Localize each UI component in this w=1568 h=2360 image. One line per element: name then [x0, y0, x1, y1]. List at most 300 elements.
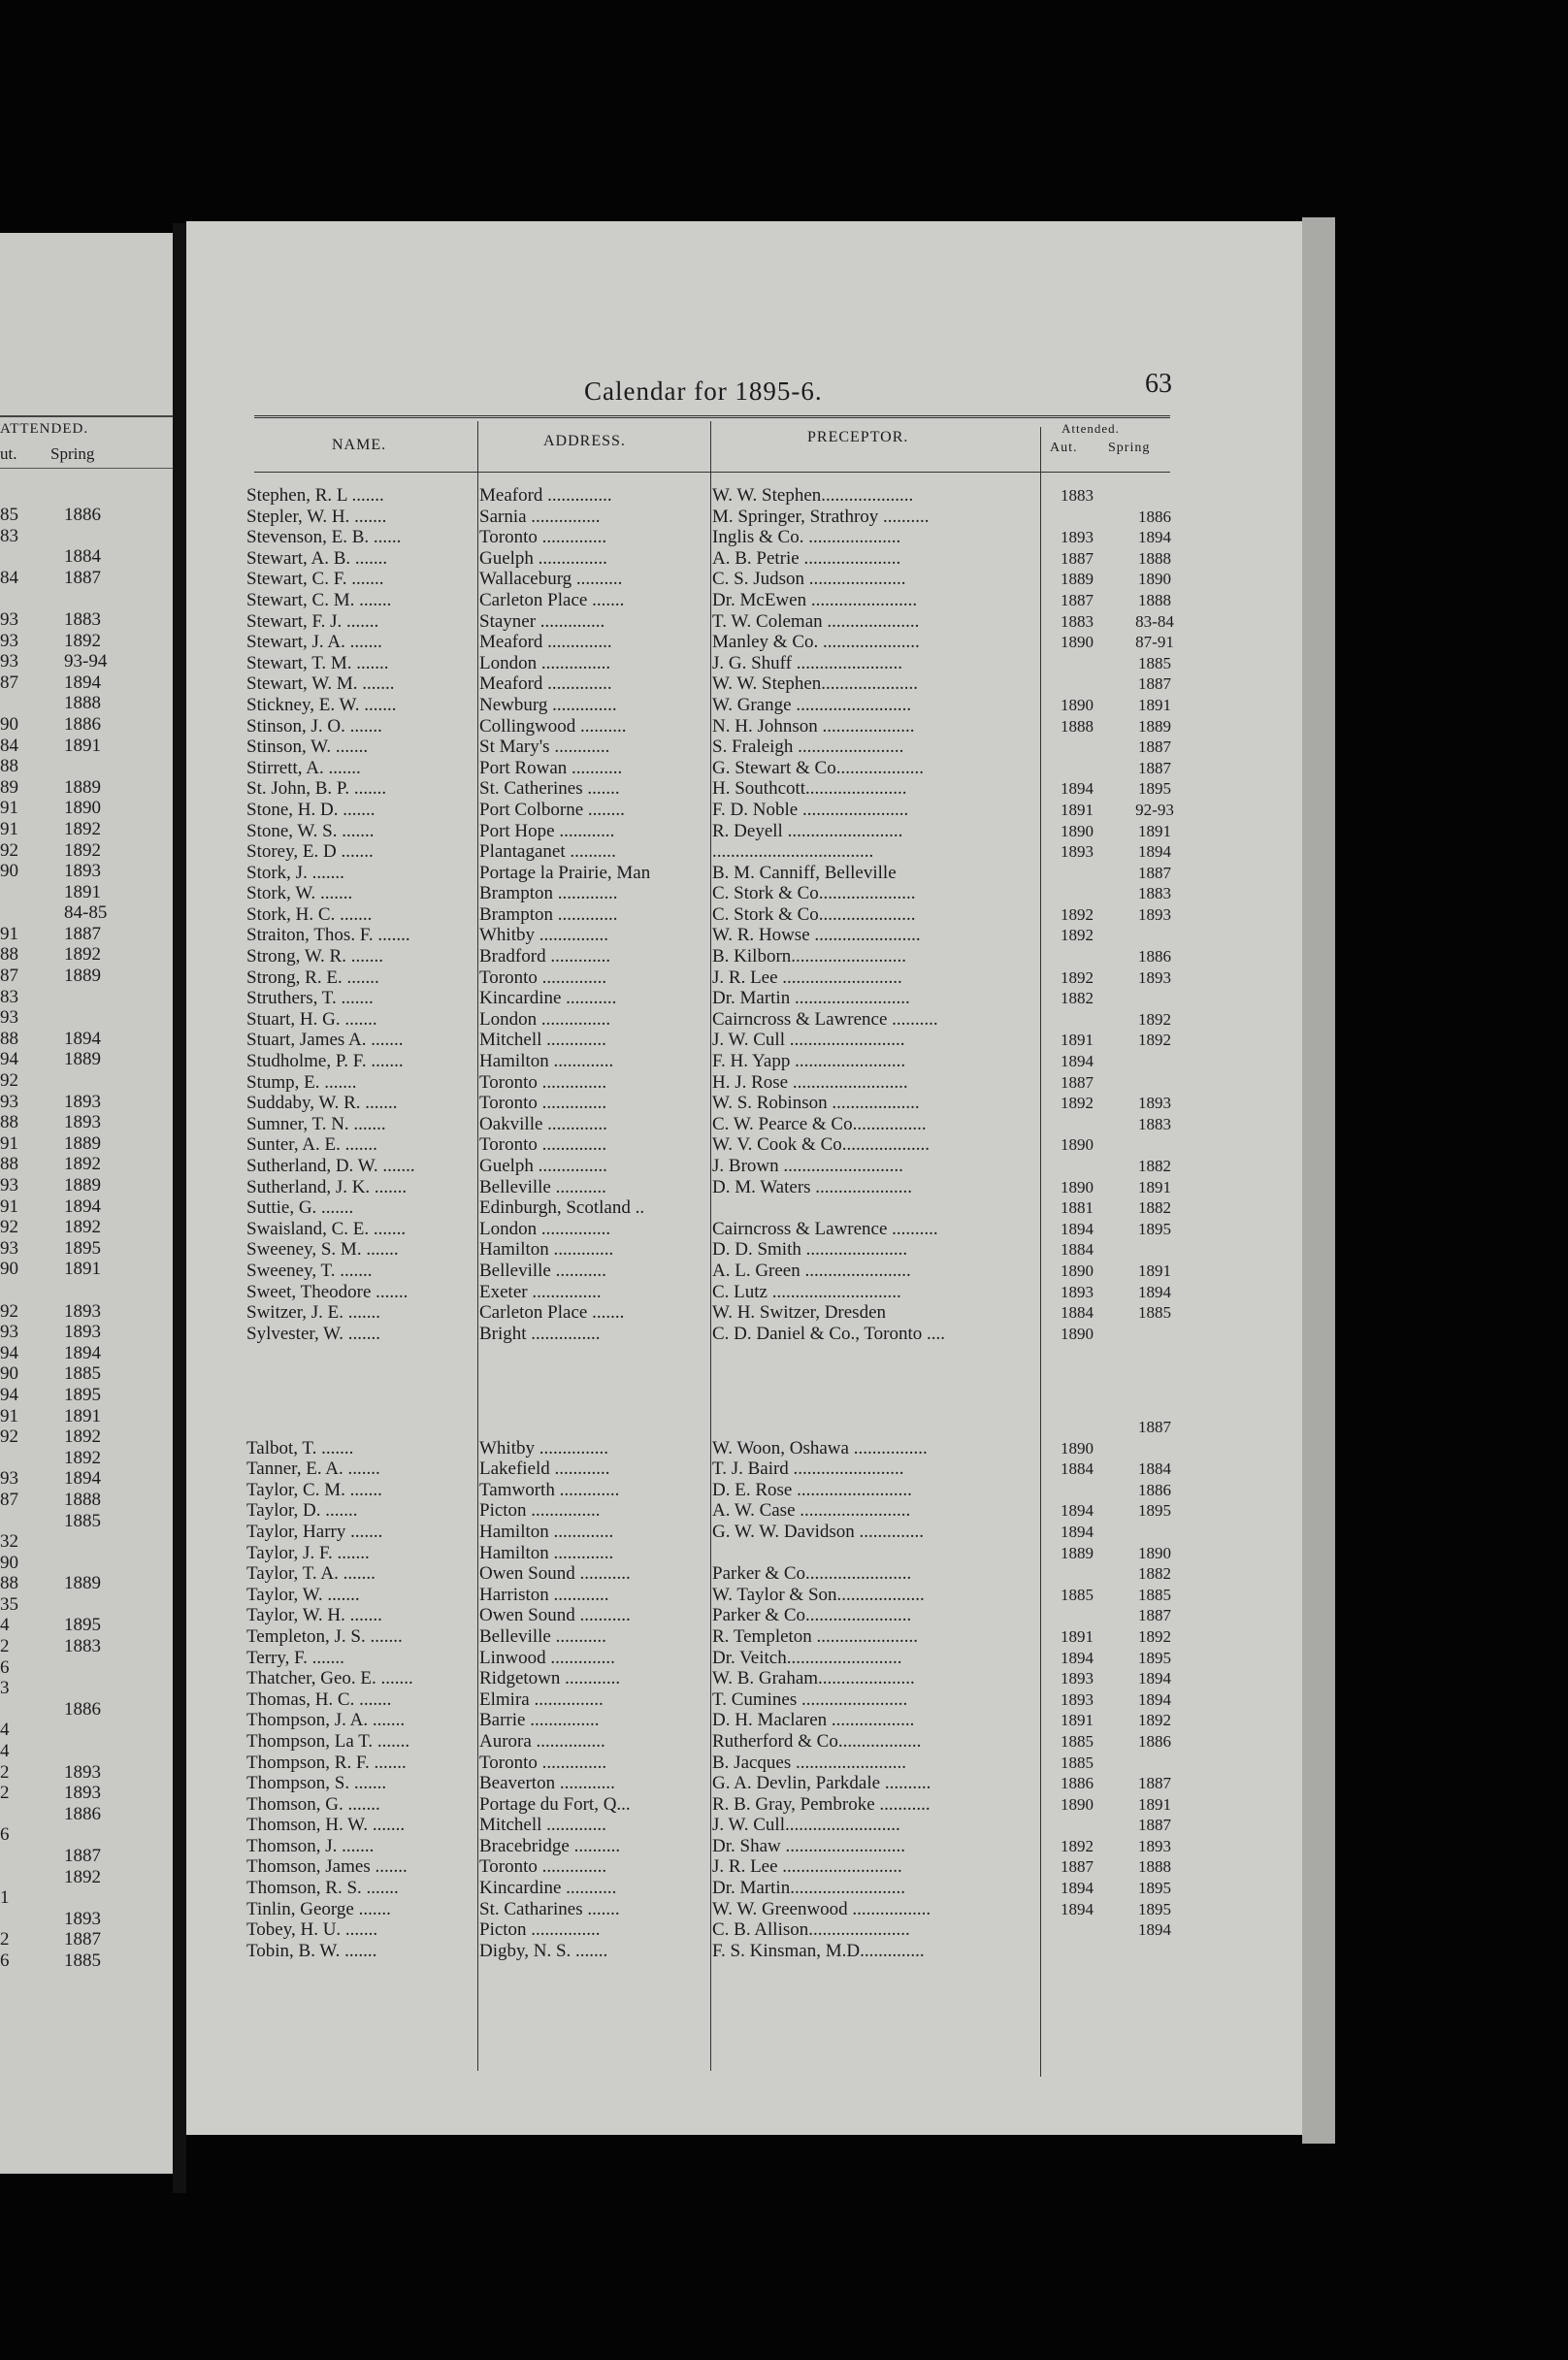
register-row — [246, 1134, 1193, 1156]
left-aut-value — [0, 1699, 18, 1721]
entry-preceptor: B. Jacques ........................ — [712, 1752, 907, 1773]
entry-preceptor: C. Stork & Co..................... — [712, 903, 916, 925]
register-row — [246, 1815, 1193, 1836]
entry-address: Toronto .............. — [479, 1134, 607, 1156]
register-row — [246, 1794, 1193, 1816]
register-row — [246, 1648, 1193, 1669]
entry-preceptor: F. S. Kinsman, M.D.............. — [712, 1940, 925, 1961]
entry-name: Tanner, E. A. ....... — [246, 1459, 380, 1480]
entry-preceptor: W. S. Robinson ................... — [712, 1093, 920, 1114]
entry-preceptor: W. W. Stephen.................... — [712, 485, 914, 506]
entry-address: Kincardine ........... — [479, 1878, 617, 1899]
register-row — [246, 653, 1193, 674]
left-aut-value: 93 — [0, 651, 18, 672]
left-aut-value: 88 — [0, 944, 18, 966]
entry-address: Carleton Place ....... — [479, 1302, 625, 1324]
entry-address: Sarnia ............... — [479, 506, 601, 527]
entry-preceptor: Cairncross & Lawrence .......... — [712, 1218, 938, 1239]
entry-autumn-year: 1884 — [1061, 1240, 1094, 1260]
entry-address: Whitby ............... — [479, 925, 608, 946]
entry-preceptor: D. D. Smith ...................... — [712, 1239, 908, 1261]
left-spring-value: 1892 — [64, 1426, 101, 1448]
entry-name: Stewart, T. M. ....... — [246, 652, 389, 673]
register-row — [246, 507, 1193, 528]
left-spring-value: 1890 — [64, 798, 101, 819]
left-spring-value — [64, 1741, 107, 1762]
left-spring-value — [64, 1553, 107, 1574]
left-spring-value: 1883 — [64, 608, 101, 630]
left-aut-value: 88 — [0, 756, 18, 777]
left-spring-value: 1892 — [64, 630, 101, 651]
entry-autumn-year: 1890 — [1061, 1261, 1094, 1280]
entry-spring-year: 1894 — [1138, 1920, 1171, 1940]
register-row — [246, 1282, 1193, 1303]
left-spring-value — [64, 1594, 107, 1616]
entry-autumn-year: 1890 — [1061, 1794, 1094, 1814]
left-aut-value: 32 — [0, 1531, 18, 1553]
register-row — [246, 1239, 1193, 1261]
register-row — [246, 1753, 1193, 1774]
left-spring-value: 1895 — [64, 1237, 101, 1259]
entry-spring-year: 1882 — [1138, 1157, 1171, 1175]
left-aut-value: 2 — [0, 1929, 10, 1950]
left-aut-value: 4 — [0, 1615, 10, 1636]
left-aut-value: 92 — [0, 1217, 18, 1238]
entry-autumn-year — [1038, 507, 1116, 528]
register-row — [246, 925, 1193, 946]
left-aut-value: 91 — [0, 1132, 18, 1154]
left-spring-value: 1894 — [64, 1468, 101, 1490]
entry-address: Bradford ............. — [479, 946, 611, 967]
entry-preceptor: W. Grange ......................... — [712, 694, 912, 715]
left-spring-value: 1885 — [64, 1950, 101, 1971]
entry-name: Sunter, A. E. ....... — [246, 1134, 377, 1156]
entry-spring-year: 1892 — [1138, 1031, 1171, 1050]
entry-name: Thomson, G. ....... — [246, 1793, 380, 1815]
entry-name: Switzer, J. E. ....... — [246, 1302, 381, 1324]
entry-autumn-year: 1891 — [1061, 1711, 1094, 1730]
entry-spring-year: 1892 — [1138, 1626, 1171, 1646]
entry-name: Sutherland, D. W. ....... — [246, 1156, 415, 1176]
left-aut-value: 91 — [0, 798, 18, 819]
entry-address: Hamilton ............. — [479, 1051, 614, 1072]
entry-autumn-year: 1893 — [1061, 1669, 1094, 1688]
entry-spring-year: 1887 — [1138, 1606, 1171, 1625]
left-spring-value: 1886 — [64, 1698, 101, 1720]
entry-autumn-year: 1890 — [1061, 1438, 1094, 1458]
entry-preceptor: R. Templeton ...................... — [712, 1625, 919, 1647]
left-aut-value: 92 — [0, 839, 18, 861]
entry-preceptor: J. R. Lee .......................... — [712, 967, 902, 988]
register-row — [246, 841, 1193, 863]
left-spring-value — [64, 1007, 107, 1029]
entry-name: Taylor, J. F. ....... — [246, 1542, 370, 1563]
register-row — [246, 800, 1193, 821]
entry-autumn-year: 1889 — [1061, 1543, 1094, 1562]
entry-autumn-year — [1038, 863, 1116, 884]
left-aut-value: 87 — [0, 966, 18, 987]
entry-name: Stephen, R. L ....... — [246, 485, 384, 506]
left-aut-value — [0, 1448, 18, 1469]
left-spring-value: 1887 — [64, 923, 101, 944]
col-header-attended: Attended. — [1062, 421, 1120, 436]
register-row — [246, 548, 1193, 570]
register-row — [246, 1324, 1193, 1345]
entry-spring-year: 1895 — [1138, 1219, 1171, 1238]
entry-name: Templeton, J. S. ....... — [246, 1625, 403, 1647]
register-row — [246, 695, 1193, 716]
left-spring-value — [64, 526, 107, 547]
entry-spring-year: 1893 — [1138, 1836, 1171, 1855]
entry-autumn-year: 1883 — [1061, 611, 1094, 631]
entry-name: Studholme, P. F. ....... — [246, 1051, 404, 1072]
left-aut-value — [0, 1804, 18, 1825]
entry-preceptor: R. B. Gray, Pembroke ........... — [712, 1793, 931, 1815]
entry-spring-year: 1888 — [1138, 590, 1171, 609]
entry-preceptor: C. Lutz ............................ — [712, 1281, 901, 1302]
entry-spring-year: 1886 — [1138, 1731, 1171, 1751]
col-header-name: NAME. — [332, 437, 387, 453]
entry-name: Sweeney, T. ....... — [246, 1260, 373, 1281]
entry-name: Sumner, T. N. ....... — [246, 1113, 386, 1134]
register-row — [246, 1114, 1193, 1135]
entry-spring-year: 1894 — [1138, 842, 1171, 862]
entry-preceptor: W. W. Greenwood ................. — [712, 1898, 931, 1919]
entry-autumn-year: 1892 — [1061, 926, 1094, 945]
left-aut-value: 2 — [0, 1761, 10, 1783]
entry-address: Beaverton ............ — [479, 1773, 615, 1794]
left-spring-value: 1893 — [64, 861, 101, 882]
page-number: 63 — [1145, 369, 1172, 399]
entry-name: Stinson, J. O. ....... — [246, 715, 382, 737]
entry-name: Stewart, C. M. ....... — [246, 589, 392, 610]
entry-name: Stickney, E. W. ....... — [246, 694, 397, 715]
register-row — [246, 1072, 1193, 1094]
entry-autumn-year: 1885 — [1061, 1731, 1094, 1751]
entry-preceptor: Dr. Shaw .......................... — [712, 1835, 905, 1856]
entry-spring-year: 1895 — [1138, 779, 1171, 799]
entry-preceptor: W. H. Switzer, Dresden — [712, 1302, 886, 1324]
entry-preceptor: J. R. Lee .......................... — [712, 1856, 902, 1878]
register-row — [246, 1543, 1193, 1564]
entry-address: Belleville ........... — [479, 1625, 606, 1647]
entry-preceptor: B. Kilborn......................... — [712, 946, 907, 967]
entry-spring-year: 1894 — [1138, 528, 1171, 547]
register-row — [246, 569, 1193, 590]
left-aut-value: 91 — [0, 1196, 18, 1217]
register-row — [246, 673, 1193, 695]
register-row — [246, 904, 1193, 926]
entry-address: Hamilton ............. — [479, 1542, 614, 1563]
left-spring-value: 1892 — [64, 1866, 101, 1887]
entry-autumn-year: 1890 — [1061, 1135, 1094, 1155]
register-row — [246, 590, 1193, 611]
entry-spring-year: 1883 — [1138, 1114, 1171, 1133]
register-row — [246, 611, 1193, 633]
col-header-address: ADDRESS. — [543, 433, 626, 449]
entry-spring-year: 1894 — [1138, 1282, 1171, 1301]
left-spring-value: 1893 — [64, 1783, 101, 1804]
entry-name: Stump, E. ....... — [246, 1071, 357, 1093]
entry-preceptor: J. W. Cull ......................... — [712, 1030, 905, 1051]
entry-preceptor: Parker & Co....................... — [712, 1605, 912, 1626]
left-spring-value: 1889 — [64, 776, 101, 798]
register-row — [246, 1773, 1193, 1794]
entry-spring-year: 1891 — [1138, 695, 1171, 714]
entry-autumn-year: 1881 — [1061, 1198, 1094, 1218]
entry-spring-year: 1883 — [1138, 884, 1171, 903]
register-row — [246, 1051, 1193, 1072]
entry-spring-year: 1894 — [1138, 1689, 1171, 1709]
entry-spring-year: 1887 — [1138, 1418, 1171, 1436]
left-aut-value: 90 — [0, 1363, 18, 1385]
entry-spring-year: 1895 — [1138, 1648, 1171, 1667]
entry-address: Owen Sound ........... — [479, 1605, 631, 1626]
entry-name: Stuart, James A. ....... — [246, 1030, 404, 1051]
entry-preceptor: D. E. Rose ......................... — [712, 1479, 912, 1500]
entry-address: Guelph ............... — [479, 547, 607, 569]
entry-spring-year: 1885 — [1138, 1585, 1171, 1604]
entry-preceptor: Manley & Co. ..................... — [712, 632, 920, 653]
entry-autumn-year — [1038, 1919, 1116, 1941]
col-header-aut: Aut. — [1050, 441, 1078, 455]
entry-preceptor: C. Stork & Co..................... — [712, 883, 916, 904]
entry-preceptor: H. Southcott...................... — [712, 778, 907, 800]
entry-spring-year: 1893 — [1138, 904, 1171, 924]
register-table-t — [246, 1417, 1193, 1961]
entry-preceptor: A. B. Petrie ..................... — [712, 547, 901, 569]
col-header-preceptor: PRECEPTOR. — [807, 429, 909, 445]
register-row — [246, 1459, 1193, 1480]
entry-name: Tobin, B. W. ....... — [246, 1940, 377, 1961]
entry-name: Stepler, W. H. ....... — [246, 506, 387, 527]
entry-spring-year — [1116, 485, 1193, 507]
entry-name: Tobey, H. U. ....... — [246, 1919, 378, 1941]
entry-address: Meaford .............. — [479, 485, 612, 506]
left-spring-value: 1895 — [64, 1615, 101, 1636]
entry-autumn-year — [1038, 946, 1116, 967]
left-aut-value: 93 — [0, 1468, 18, 1490]
entry-spring-year: 1885 — [1138, 1303, 1171, 1323]
entry-address: Edinburgh, Scotland .. — [479, 1197, 645, 1219]
register-row — [246, 1563, 1193, 1585]
left-spring-column — [64, 505, 107, 1972]
left-aut-value: 4 — [0, 1720, 10, 1741]
entry-autumn-year: 1892 — [1061, 967, 1094, 987]
entry-address: Mitchell ............. — [479, 1030, 606, 1051]
entry-name: Thompson, La T. ....... — [246, 1730, 410, 1752]
entry-preceptor: C. B. Allison...................... — [712, 1919, 910, 1941]
entry-spring-year: 1884 — [1138, 1459, 1171, 1479]
entry-address: Newburg .............. — [479, 694, 617, 715]
left-aut-value: 90 — [0, 1259, 18, 1280]
entry-name: Swaisland, C. E. ....... — [246, 1218, 407, 1239]
entry-autumn-year — [1038, 1009, 1116, 1031]
entry-autumn-year: 1892 — [1061, 904, 1094, 924]
left-aut-value: 88 — [0, 1573, 18, 1594]
left-aut-value — [0, 882, 18, 903]
left-spring-value: 1892 — [64, 1154, 101, 1175]
entry-address: Belleville ........... — [479, 1176, 606, 1197]
entry-preceptor — [708, 1197, 1038, 1219]
left-aut-value: 91 — [0, 818, 18, 839]
entry-address: Guelph ............... — [479, 1156, 607, 1176]
register-row — [246, 778, 1193, 800]
entry-address: Elmira ............... — [479, 1688, 604, 1710]
entry-name: Stewart, J. A. ....... — [246, 632, 382, 653]
entry-autumn-year: 1889 — [1061, 570, 1094, 589]
left-spring-value: 1895 — [64, 1384, 101, 1405]
entry-preceptor: T. Cumines ....................... — [712, 1688, 908, 1710]
entry-preceptor: W. Taylor & Son................... — [712, 1584, 925, 1605]
left-spring-value — [64, 1887, 107, 1909]
entry-preceptor: A. L. Green ....................... — [712, 1260, 911, 1281]
entry-name: Thompson, J. A. ....... — [246, 1710, 406, 1731]
entry-address: St Mary's ............ — [479, 737, 610, 758]
entry-preceptor: G. A. Devlin, Parkdale .......... — [712, 1773, 931, 1794]
entry-spring-year: 87-91 — [1135, 633, 1174, 652]
entry-autumn-year — [1038, 673, 1116, 695]
register-row — [246, 1500, 1193, 1522]
entry-name: Taylor, D. ....... — [246, 1500, 358, 1522]
left-spring-value: 1893 — [64, 1300, 101, 1322]
left-aut-value: 6 — [0, 1824, 10, 1846]
entry-preceptor: Rutherford & Co.................. — [712, 1730, 922, 1752]
left-spring-value: 1884 — [64, 546, 101, 568]
left-spring-value: 1887 — [64, 1929, 101, 1950]
register-row — [246, 1009, 1193, 1031]
left-aut-value: 84 — [0, 735, 18, 756]
entry-name: Stirrett, A. ....... — [246, 757, 361, 778]
register-row — [246, 1941, 1193, 1962]
register-table-s — [246, 485, 1193, 1344]
entry-name: Sylvester, W. ....... — [246, 1323, 381, 1344]
left-spring-value: 1891 — [64, 735, 101, 756]
entry-preceptor: S. Fraleigh ....................... — [712, 737, 904, 758]
left-spring-value: 1893 — [64, 1112, 101, 1133]
register-row — [246, 1856, 1193, 1878]
entry-name: Stork, J. ....... — [246, 862, 344, 883]
entry-autumn-year: 1891 — [1061, 800, 1094, 819]
entry-address: Ridgetown ............ — [479, 1668, 621, 1689]
entry-spring-year — [1116, 1438, 1193, 1459]
register-row — [246, 1836, 1193, 1857]
left-aut-value: 4 — [0, 1741, 10, 1762]
entry-name: Thompson, R. F. ....... — [246, 1752, 407, 1773]
left-spring-value: 1893 — [64, 1761, 101, 1783]
register-row — [246, 1417, 1193, 1438]
register-row — [246, 1522, 1193, 1543]
entry-spring-year: 1887 — [1138, 674, 1171, 694]
entry-address: Whitby ............... — [479, 1437, 608, 1459]
header-rule-bottom — [254, 472, 1170, 473]
entry-address: Port Hope ............ — [479, 820, 615, 841]
register-row — [246, 1919, 1193, 1941]
entry-name: Talbot, T. ....... — [246, 1437, 354, 1459]
left-aut-value: 92 — [0, 1426, 18, 1448]
entry-name: Thomson, James ....... — [246, 1856, 408, 1878]
left-aut-value — [0, 1909, 18, 1930]
entry-spring-year: 1888 — [1138, 548, 1171, 568]
left-attended-header: ATTENDED. — [0, 421, 89, 437]
register-row — [246, 967, 1193, 989]
entry-autumn-year: 1892 — [1061, 1836, 1094, 1855]
entry-autumn-year — [1038, 1114, 1116, 1135]
entry-name: Stone, H. D. ....... — [246, 799, 376, 820]
register-row — [246, 737, 1193, 758]
left-aut-value: 93 — [0, 1322, 18, 1343]
entry-address: London ............... — [479, 652, 611, 673]
entry-spring-year: 1891 — [1138, 1794, 1171, 1814]
entry-address: Wallaceburg .......... — [479, 569, 623, 590]
left-aut-value: 94 — [0, 1049, 18, 1070]
entry-preceptor: B. M. Canniff, Belleville — [712, 862, 897, 883]
left-aut-value — [0, 902, 18, 924]
register-row — [246, 1197, 1193, 1219]
entry-preceptor: Dr. Veitch......................... — [712, 1647, 902, 1668]
entry-autumn-year: 1893 — [1061, 842, 1094, 862]
entry-spring-year: 1882 — [1138, 1564, 1171, 1584]
left-aut-value: 89 — [0, 776, 18, 798]
entry-autumn-year: 1894 — [1061, 779, 1094, 799]
entry-autumn-year: 1894 — [1061, 1522, 1094, 1541]
left-aut-value: 1 — [0, 1887, 10, 1909]
left-spring-value: 1889 — [64, 1573, 101, 1594]
left-spring-value — [64, 1720, 107, 1741]
entry-address: Toronto .............. — [479, 1752, 607, 1773]
entry-autumn-year: 1887 — [1061, 590, 1094, 609]
left-spring-value: 93-94 — [64, 651, 108, 672]
entry-name: Suttie, G. ....... — [246, 1197, 354, 1219]
entry-autumn-year: 1894 — [1061, 1648, 1094, 1667]
entry-autumn-year: 1887 — [1061, 1857, 1094, 1877]
entry-preceptor: R. Deyell ......................... — [712, 820, 903, 841]
left-spring-value — [64, 756, 107, 777]
register-row — [246, 632, 1193, 653]
entry-preceptor: T. J. Baird ........................ — [712, 1459, 904, 1480]
entry-spring-year: 1886 — [1138, 947, 1171, 967]
register-row — [246, 1093, 1193, 1114]
left-spring-value: 1889 — [64, 966, 101, 987]
entry-spring-year: 1892 — [1138, 1711, 1171, 1730]
entry-name: Taylor, Harry ....... — [246, 1521, 383, 1542]
left-aut-value — [0, 588, 18, 609]
left-aut-value: 93 — [0, 630, 18, 651]
entry-autumn-year: 1891 — [1061, 1626, 1094, 1646]
left-aut-header: ut. — [0, 444, 17, 463]
entry-name: Stone, W. S. ....... — [246, 820, 375, 841]
left-aut-value: 6 — [0, 1950, 10, 1971]
entry-autumn-year: 1894 — [1061, 1899, 1094, 1918]
entry-address: Plantaganet .......... — [479, 841, 616, 863]
entry-address: Meaford .............. — [479, 632, 612, 653]
register-row — [246, 758, 1193, 779]
entry-address: Toronto .............. — [479, 1856, 607, 1878]
entry-autumn-year — [1038, 1156, 1116, 1177]
left-aut-value — [0, 693, 18, 714]
entry-preceptor: J. Brown .......................... — [712, 1156, 903, 1176]
entry-address: Tamworth ............. — [479, 1479, 620, 1500]
entry-preceptor: W. Woon, Oshawa ................ — [712, 1437, 928, 1459]
left-spring-value: 1886 — [64, 1803, 101, 1824]
entry-spring-year — [1116, 1072, 1193, 1094]
entry-spring-year: 1895 — [1138, 1899, 1171, 1918]
entry-autumn-year: 1890 — [1061, 821, 1094, 840]
left-aut-value: 83 — [0, 525, 18, 546]
entry-name: Strong, W. R. ....... — [246, 946, 383, 967]
entry-address: St. Catherines ....... — [479, 778, 620, 800]
entry-preceptor: M. Springer, Strathroy .......... — [712, 506, 930, 527]
